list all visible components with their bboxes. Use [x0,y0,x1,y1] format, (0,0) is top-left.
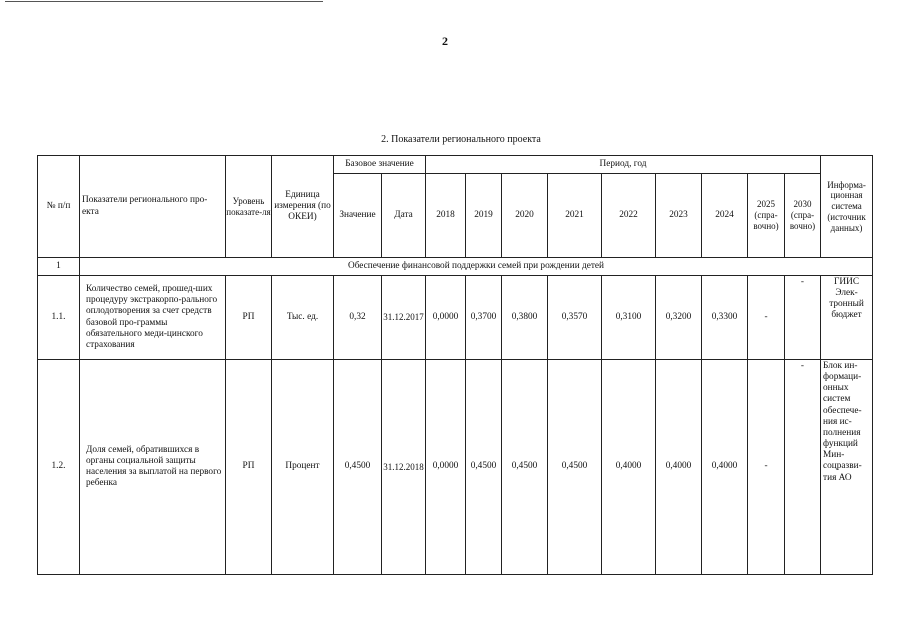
header-row-1 [38,156,873,174]
row-value: 0,3200 [656,276,702,360]
table-row [38,276,873,360]
header-year: 2023 [656,174,702,258]
row-value: 0,3570 [548,276,602,360]
row-indicator: Количество семей, прошед-ших процедуру экстракорпо-рального оплодотворения за счет средств базовой про-граммы обязательного меди-цинского страхования [80,276,226,360]
row-value: 0,3800 [502,276,548,360]
row-num: 1.2. [38,360,80,575]
indicators-table [37,155,873,575]
row-source: Блок ин-формаци-онных систем обеспече-ния ис-полнения функций Мин-соцразви-тия АО [821,360,873,575]
row-value: - [748,276,785,360]
row-value: 0,4500 [548,360,602,575]
header-year: 2020 [502,174,548,258]
row-indicator: Доля семей, обратившихся в органы социальной защиты населения за выплатой на первого ребенка [80,360,226,575]
row-value: 0,4500 [466,360,502,575]
header-year: 2024 [702,174,748,258]
row-base-value: 0,4500 [334,360,382,575]
table-row [38,360,873,575]
row-value: 0,3300 [702,276,748,360]
group-num: 1 [38,258,80,276]
header-base-value: Значение [334,174,382,258]
header-base-date: Дата [382,174,426,258]
header-num: № п/п [38,156,80,258]
group-row [38,258,873,276]
row-base-date: 31.12.2017 [382,276,426,360]
group-title: Обеспечение финансовой поддержки семей при рождении детей [80,258,873,276]
page-number: 2 [442,34,448,48]
header-unit: Единица измерения (по ОКЕИ) [272,156,334,258]
row-value: 0,0000 [426,276,466,360]
row-num: 1.1. [38,276,80,360]
header-year: 2021 [548,174,602,258]
header-base: Базовое значение [334,156,426,174]
scan-artifact-line [5,1,323,2]
row-unit: Процент [272,360,334,575]
header-year-reference: 2030 (спра-вочно) [785,174,821,258]
row-value: 0,4500 [502,360,548,575]
row-value: 0,4000 [602,360,656,575]
header-source: Информа-ционная система (источник данных) [821,156,873,258]
row-value: 0,4000 [656,360,702,575]
row-value: - [785,360,821,575]
header-period: Период, год [426,156,821,174]
header-year: 2018 [426,174,466,258]
header-indicator: Показатели регионального про-екта [80,156,226,258]
row-base-date: 31.12.2018 [382,360,426,575]
row-unit: Тыс. ед. [272,276,334,360]
row-source: ГИИС Элек-тронный бюджет [821,276,873,360]
header-year: 2022 [602,174,656,258]
row-value: 0,0000 [426,360,466,575]
row-base-value: 0,32 [334,276,382,360]
row-level: РП [226,276,272,360]
header-level: Уровень показате-ля [226,156,272,258]
header-year-reference: 2025 (спра-вочно) [748,174,785,258]
row-value: - [785,276,821,360]
section-title: 2. Показатели регионального проекта [381,134,541,145]
row-value: 0,3700 [466,276,502,360]
header-year: 2019 [466,174,502,258]
row-level: РП [226,360,272,575]
row-value: 0,3100 [602,276,656,360]
row-value: 0,4000 [702,360,748,575]
row-value: - [748,360,785,575]
